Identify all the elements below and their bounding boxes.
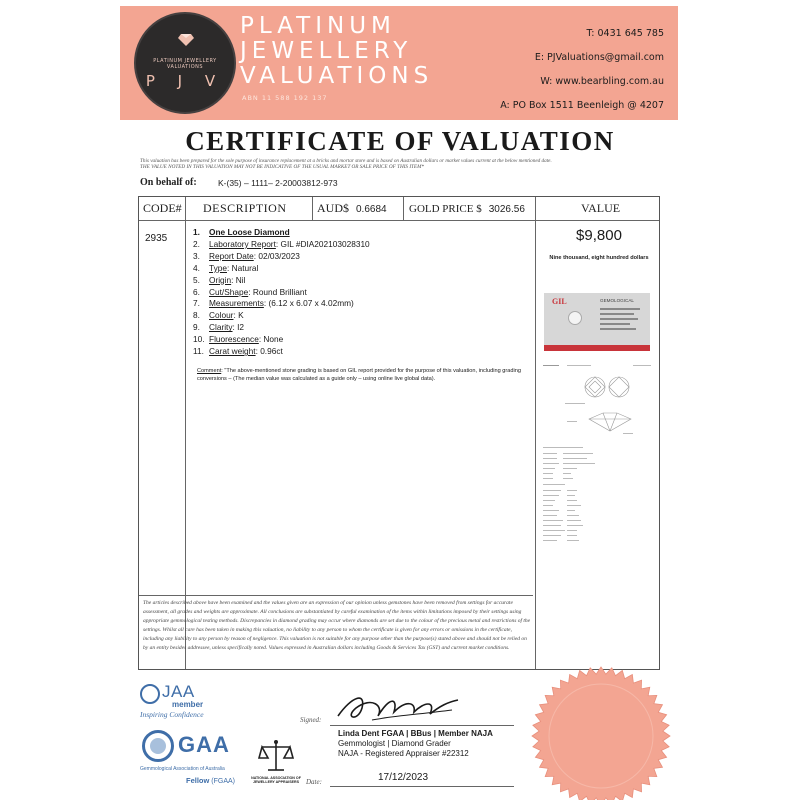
item-label: Carat weight — [209, 346, 256, 357]
item-row — [193, 346, 533, 358]
disclaimer-divider — [139, 595, 533, 596]
valuation-amount: $9,800 — [576, 227, 622, 244]
item-row — [193, 310, 533, 322]
item-row — [193, 275, 533, 287]
item-label: Report Date — [209, 250, 254, 261]
item-value: : Nil — [231, 274, 246, 285]
item-code: 2935 — [145, 233, 168, 244]
date-label: Date: — [306, 778, 322, 786]
item-value: : Round Brilliant — [248, 286, 307, 297]
jaa-wordmark: JAA — [162, 682, 195, 701]
gil-wordmark: GEMOLOGICAL — [600, 298, 634, 303]
gil-report-card-image — [544, 293, 650, 351]
item-number: 9. — [193, 322, 200, 333]
item-value: : 02/03/2023 — [253, 250, 300, 261]
signer-details — [338, 729, 493, 759]
item-label: Cut/Shape — [209, 286, 249, 297]
item-number: 10. — [193, 334, 205, 345]
valuation-preamble — [140, 158, 660, 171]
certificate-date: 17/12/2023 — [378, 772, 429, 783]
comment-text: : "The above-mentioned stone grading is based on GIL report provided for the purpose of this valuation, including grading conversions – (The median value was calculated as a guide only – using online live global data). — [197, 368, 521, 383]
naja-name: NATIONAL ASSOCIATION OF JEWELLERY APPRAISERS — [251, 776, 301, 785]
website: W: www.bearbling.com.au — [540, 76, 664, 87]
gaa-fellow-logo — [140, 730, 240, 790]
item-value: : I2 — [232, 322, 245, 333]
phone-number: T: 0431 645 785 — [586, 28, 664, 39]
item-label: Type — [209, 262, 227, 273]
item-number: 5. — [193, 274, 200, 285]
embossed-seal — [531, 666, 671, 800]
gaa-full-name: Gemmological Association of Australia — [140, 766, 225, 772]
legal-disclaimer: The articles described above have been examined and the values given are an expression of our opinion unless gemstones have been removed from settings for accurate assessment, all grades and weights are approximate. All conclusions are substantiated by careful examination of the items within limitations imposed by their settings using appropriate gemmological testing methods. Discrepancies in diamond grading may occur where diamonds are set due to the colour of the precious metal and restrictions of the settings. Whilst all care has been taken in making this valuation, no liability to any person to whom the certificate is given for any errors or omissions in the certificate, including any liability to any person by reason of negligence. This valuation is not suitable for any purpose other than the purpose(s) stated above and should not be relied on by an entity besides addressee, unless specifically noted. Values expressed in Australian dollars including Goods & Services Tax (GST) and current market conditions. — [143, 600, 531, 651]
gaa-wordmark: GAA — [178, 732, 230, 757]
item-label: One Loose Diamond — [209, 227, 290, 237]
brand-line-1: PLATINUM — [240, 13, 396, 39]
aud-label: AUD$ — [317, 201, 349, 215]
preamble-line-2: THE VALUE NOTED IN THIS VALUATION MAY NOT BE INDICATIVE OF THE USUAL MARKET OR SALE PRICE OF THIS ITEM* — [140, 164, 425, 171]
item-value: : None — [258, 334, 284, 345]
signature-line — [330, 725, 514, 726]
contact-details — [500, 22, 664, 118]
gil-report-scan-image — [537, 357, 659, 597]
letterhead-banner — [120, 6, 678, 120]
item-number: 4. — [193, 262, 200, 273]
value-header: VALUE — [581, 201, 621, 215]
item-number: 1. — [193, 227, 200, 237]
grading-comment — [197, 367, 527, 384]
item-row — [193, 239, 533, 251]
company-logo — [134, 12, 236, 114]
item-number: 8. — [193, 310, 200, 321]
item-row — [193, 287, 533, 299]
document-title: CERTIFICATE OF VALUATION — [185, 126, 615, 156]
code-header: CODE# — [143, 201, 182, 215]
item-number: 3. — [193, 250, 200, 261]
abn-number: ABN 11 588 192 137 — [242, 94, 328, 102]
header-divider — [139, 220, 659, 221]
item-row — [193, 263, 533, 275]
brand-line-2: JEWELLERY — [240, 38, 413, 64]
comment-label: Comment — [197, 368, 222, 374]
gold-label: GOLD PRICE $ — [409, 203, 482, 215]
valuation-amount-words: Nine thousand, eight hundred dollars — [549, 255, 649, 261]
item-label: Colour — [209, 310, 234, 321]
gold-divider — [403, 197, 404, 220]
item-label: Origin — [209, 274, 232, 285]
item-value: : GIL #DIA202103028310 — [275, 238, 370, 249]
scales-icon — [258, 738, 294, 774]
jaa-badge-icon — [140, 684, 160, 704]
gaa-badge-icon — [142, 730, 174, 762]
jaa-tagline: Inspiring Confidence — [140, 710, 204, 719]
item-value: : 0.96ct — [255, 346, 283, 357]
item-label: Fluorescence — [209, 334, 259, 345]
signer-name: Linda Dent FGAA | BBus | Member NAJA — [338, 729, 493, 738]
item-number: 2. — [193, 238, 200, 249]
description-header: DESCRIPTION — [203, 201, 287, 215]
logo-monogram: P J V — [145, 72, 225, 90]
company-name — [240, 14, 433, 89]
value-column-divider — [535, 197, 536, 669]
handwritten-signature — [332, 686, 462, 726]
gold-price: 3026.56 — [488, 204, 525, 215]
item-row — [193, 298, 533, 310]
item-number: 7. — [193, 298, 200, 309]
item-value: : (6.12 x 6.07 x 4.02mm) — [263, 298, 354, 309]
logo-ring-text: PLATINUM JEWELLERY VALUATIONS — [153, 58, 217, 70]
aud-divider — [312, 197, 313, 220]
item-label: Clarity — [209, 322, 233, 333]
valuation-table — [138, 196, 660, 670]
behalf-reference: K-(35) – 1111– 2-20003812-973 — [218, 178, 338, 188]
signer-role: Gemmologist | Diamond Grader — [338, 739, 451, 748]
postal-address: A: PO Box 1511 Beenleigh @ 4207 — [500, 100, 664, 111]
item-number: 6. — [193, 286, 200, 297]
item-label: Laboratory Report — [209, 238, 276, 249]
item-row — [193, 251, 533, 263]
gaa-fellow-label — [186, 776, 235, 785]
signer-registration: NAJA - Registered Appraiser #22312 — [338, 749, 469, 758]
item-row — [193, 334, 533, 346]
gaa-fellow-abbr: (FGAA) — [211, 778, 236, 785]
jaa-member-label: member — [172, 700, 204, 709]
item-label: Measurements — [209, 298, 264, 309]
behalf-label: On behalf of: — [140, 177, 197, 188]
diamond-icon — [178, 34, 194, 46]
item-row — [193, 322, 533, 334]
naja-logo — [244, 736, 308, 790]
gaa-fellow-word: Fellow — [186, 776, 210, 785]
date-line — [330, 786, 514, 787]
gold-header — [409, 197, 525, 220]
brand-line-3: VALUATIONS — [240, 63, 434, 89]
aud-header — [317, 197, 387, 220]
item-value: : Natural — [227, 262, 259, 273]
preamble-line-1: This valuation has been prepared for the sole purpose of insurance replacement at a bricks and mortar store and is based on Australian dollars or market values current at the below mentioned date. — [140, 158, 552, 164]
item-value: : K — [233, 310, 244, 321]
item-number: 11. — [193, 346, 204, 357]
jaa-member-logo — [140, 682, 220, 724]
item-row — [193, 227, 533, 239]
email-address: E: PJValuations@gmail.com — [534, 52, 664, 63]
signed-label: Signed: — [300, 716, 322, 724]
diamond-photo — [568, 311, 582, 325]
item-description-list — [193, 227, 533, 358]
gil-logo: GIL — [552, 297, 567, 306]
aud-rate: 0.6684 — [356, 204, 387, 215]
